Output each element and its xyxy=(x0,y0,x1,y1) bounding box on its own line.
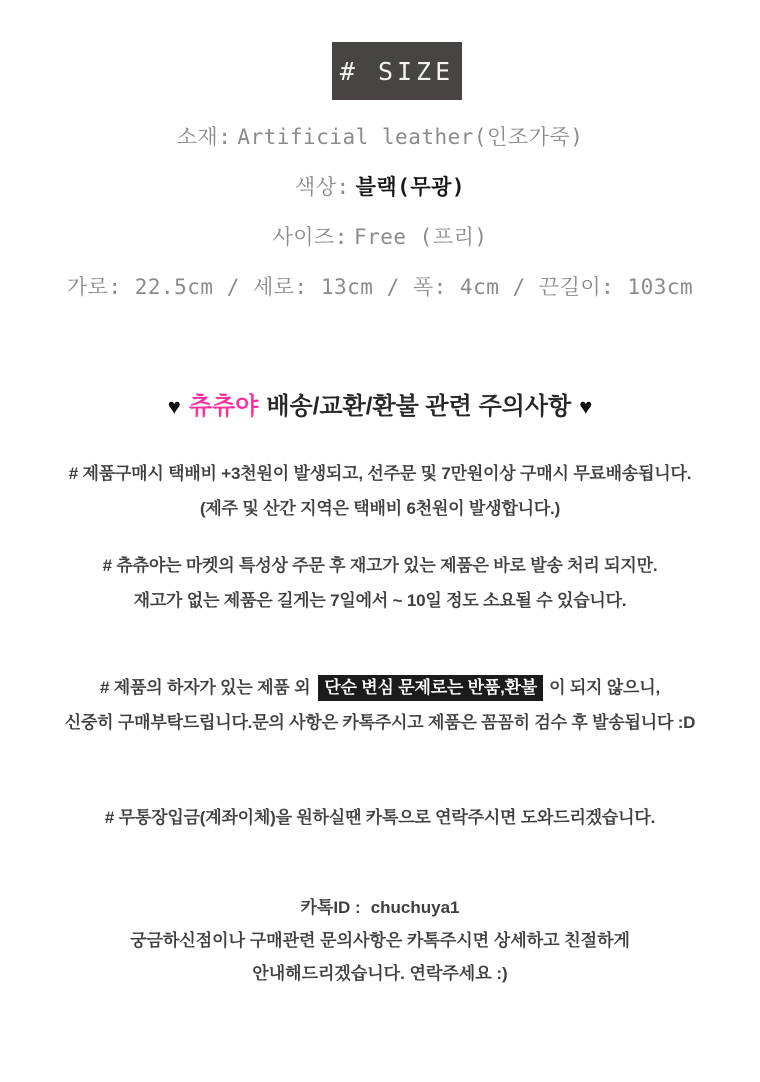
notice-title-text: 배송/교환/환불 관련 주의사항 xyxy=(266,393,572,420)
spec-dimensions: 가로: 22.5cm / 세로: 13cm / 폭: 4cm / 끈길이: 103cm xyxy=(66,275,694,299)
size-badge-label: # SIZE xyxy=(339,56,455,86)
spec-color xyxy=(0,174,760,200)
refund-notice xyxy=(0,670,760,740)
shipping-notice-line2: (제주 및 산간 지역은 택배비 6천원이 발생합니다.) xyxy=(199,499,561,518)
notice-heading xyxy=(0,392,760,422)
refund-line1-pre: # 제품의 하자가 있는 제품 외 xyxy=(100,678,311,697)
kakao-id-line xyxy=(0,891,760,924)
spec-material-value: Artificial leather(인조가죽) xyxy=(237,125,584,149)
deposit-notice: # 무통장입금(계좌이체)을 원하실땐 카톡으로 연락주시면 도와드리겠습니다. xyxy=(104,808,656,827)
refund-notice-line2: 신중히 구매부탁드립니다.문의 사항은 카톡주시고 제품은 꼼꼼히 검수 후 발송됩니다 :D xyxy=(64,713,696,732)
refund-line1-post: 이 되지 않으니, xyxy=(549,678,660,697)
spec-color-value: 블랙(무광) xyxy=(355,175,466,199)
spec-size xyxy=(0,224,760,250)
kakao-id-value: chuchuya1 xyxy=(370,898,460,917)
refund-highlight-text: 단순 변심 문제로는 반품,환불 xyxy=(318,675,543,701)
heart-icon: ♥ xyxy=(167,394,181,419)
stock-notice-line2: 재고가 없는 제품은 길게는 7일에서 ~ 10일 정도 소요될 수 있습니다. xyxy=(133,591,627,610)
contact-info-line2: 안내해드리겠습니다. 연락주세요 :) xyxy=(252,964,508,983)
contact-info-line1: 궁금하신점이나 구매관련 문의사항은 카톡주시면 상세하고 친절하게 xyxy=(130,931,630,950)
product-detail-page xyxy=(0,42,760,1082)
refund-notice-line1 xyxy=(0,670,760,705)
shipping-notice-line1: # 제품구매시 택배비 +3천원이 발생되고, 선주문 및 7만원이상 구매시 무료배송됩니다. xyxy=(68,464,692,483)
spec-material-label: 소재: xyxy=(176,125,232,149)
kakao-id-label: 카톡ID : xyxy=(300,898,361,917)
stock-notice-line1: # 츄츄야는 마켓의 특성상 주문 후 재고가 있는 제품은 바로 발송 처리 되지만. xyxy=(102,556,658,575)
spec-size-value: Free (프리) xyxy=(353,225,488,249)
spec-color-label: 색상: xyxy=(294,175,350,199)
contact-info xyxy=(0,891,760,990)
spec-material xyxy=(0,124,760,150)
size-section-badge xyxy=(332,42,462,100)
shipping-notice xyxy=(0,456,760,526)
heart-icon: ♥ xyxy=(579,394,593,419)
stock-notice xyxy=(0,548,760,618)
product-specs xyxy=(0,124,760,300)
brand-name: 츄츄야 xyxy=(188,393,259,420)
spec-size-label: 사이즈: xyxy=(272,225,348,249)
